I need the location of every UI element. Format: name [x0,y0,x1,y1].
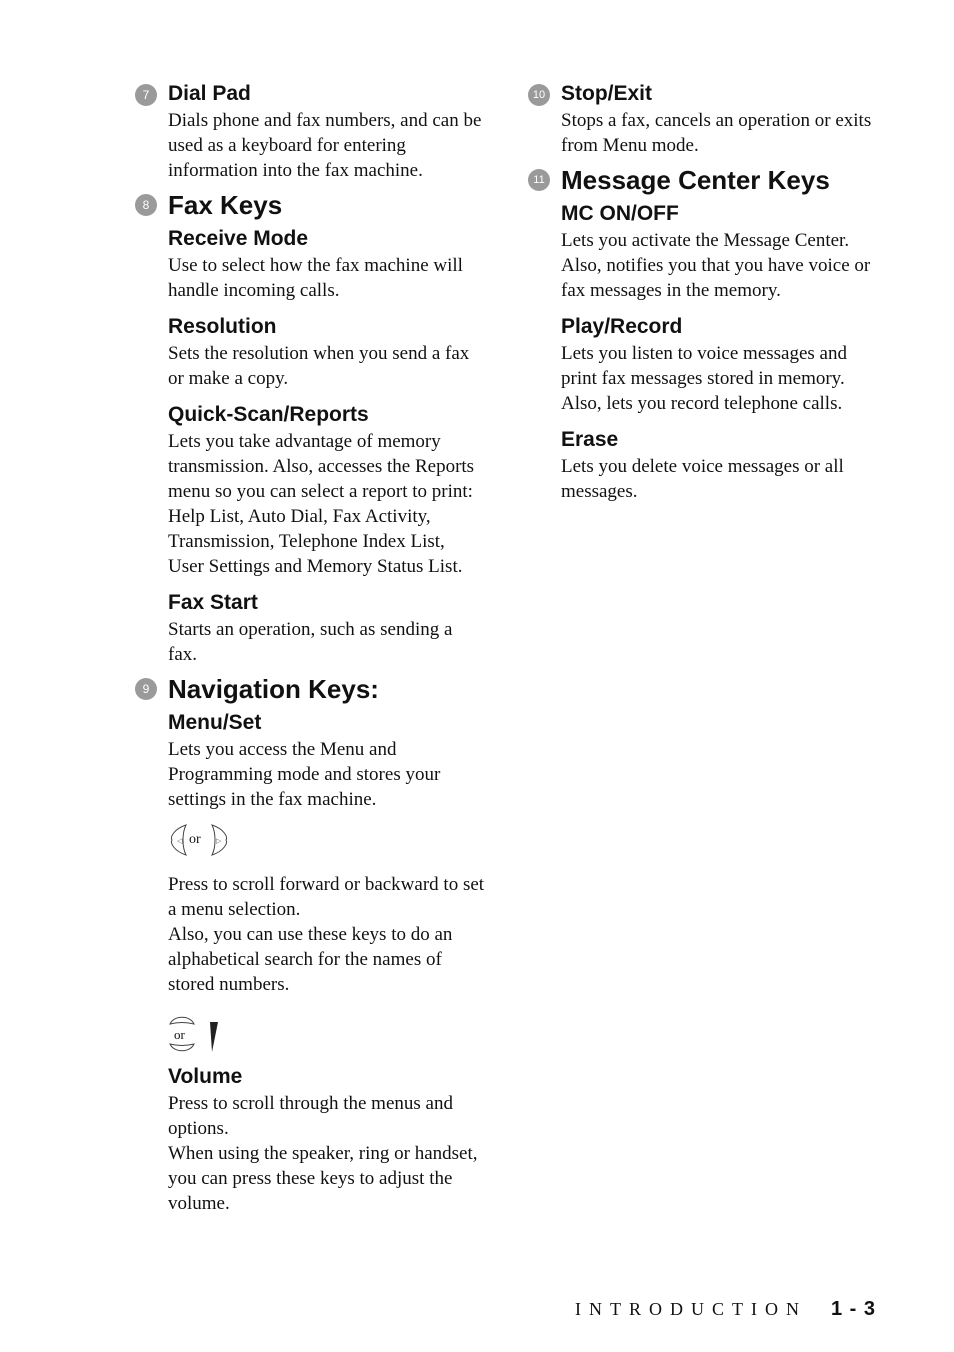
erase-text: Lets you delete voice messages or all messages. [561,456,844,502]
dial-pad-text: Dials phone and fax numbers, and can be used as a keyboard for entering information into the fax machine. [168,110,482,181]
quick-scan-text: Lets you take advantage of memory transmission. Also, accesses the Reports menu so you can select a report to print: Help List, Auto Dial, Fax Activity, Transmission, Telephone Index List, User Settings and Memory Status List. [168,431,475,577]
subheading-quick-scan: Quick-Scan/Reports [168,403,369,426]
page-footer [575,1298,876,1321]
number-badge: 7 [135,84,157,106]
section-fax-keys [135,189,485,667]
receive-mode-text: Use to select how the fax machine will handle incoming calls. [168,255,463,301]
fax-start-text: Starts an operation, such as sending a fax. [168,619,453,665]
section-message-center-keys [528,164,878,504]
page-number: 1 - 3 [830,1298,876,1320]
subheading-mc-on-off: MC ON/OFF [561,202,679,225]
resolution-text: Sets the resolution when you send a fax or make a copy. [168,343,470,389]
svg-text:◁: ◁ [177,837,183,845]
volume-text-1: Press to scroll through the menus and options. [168,1093,453,1139]
heading-stop-exit: Stop/Exit [561,82,653,105]
number-badge: 10 [528,84,550,106]
section-navigation-keys [135,673,485,1216]
heading-dial-pad: Dial Pad [168,82,251,105]
heading-navigation-keys: Navigation Keys: [168,674,379,704]
subheading-volume: Volume [168,1065,243,1088]
section-dial-pad [135,80,485,183]
left-column [135,80,485,1216]
heading-fax-keys: Fax Keys [168,190,283,220]
left-right-keys-icon-group [168,820,485,860]
subheading-play-record: Play/Record [561,315,683,338]
subheading-resolution: Resolution [168,315,277,338]
subheading-receive-mode: Receive Mode [168,227,309,250]
subheading-menu-set: Menu/Set [168,711,262,734]
or-label: or [189,832,201,847]
number-badge: 11 [528,169,550,191]
up-down-keys-icon-group [168,1011,485,1057]
right-column [528,80,878,504]
menu-set-text: Lets you access the Menu and Programming mode and stores your settings in the fax machine. [168,739,441,810]
heading-message-center-keys: Message Center Keys [561,165,830,195]
number-badge: 9 [135,678,157,700]
footer-section-label: INTRODUCTION [574,1299,807,1319]
number-badge: 8 [135,194,157,216]
or-label-2: or [174,1027,185,1042]
volume-text-2: When using the speaker, ring or handset, you can press these keys to adjust the volume. [168,1143,478,1214]
svg-text:▷: ▷ [216,837,222,845]
play-record-text: Lets you listen to voice messages and print fax messages stored in memory. Also, lets you record telephone calls. [561,343,847,414]
section-stop-exit [528,80,878,158]
mc-on-off-text: Lets you activate the Message Center. Also, notifies you that you have voice or fax messages in the memory. [561,230,871,301]
scroll-text-2: Also, you can use these keys to do an alphabetical search for the names of stored numbers. [168,924,453,995]
scroll-text-1: Press to scroll forward or backward to set a menu selection. [168,874,485,920]
subheading-erase: Erase [561,428,619,451]
subheading-fax-start: Fax Start [168,591,258,614]
stop-exit-text: Stops a fax, cancels an operation or exits from Menu mode. [561,110,872,156]
